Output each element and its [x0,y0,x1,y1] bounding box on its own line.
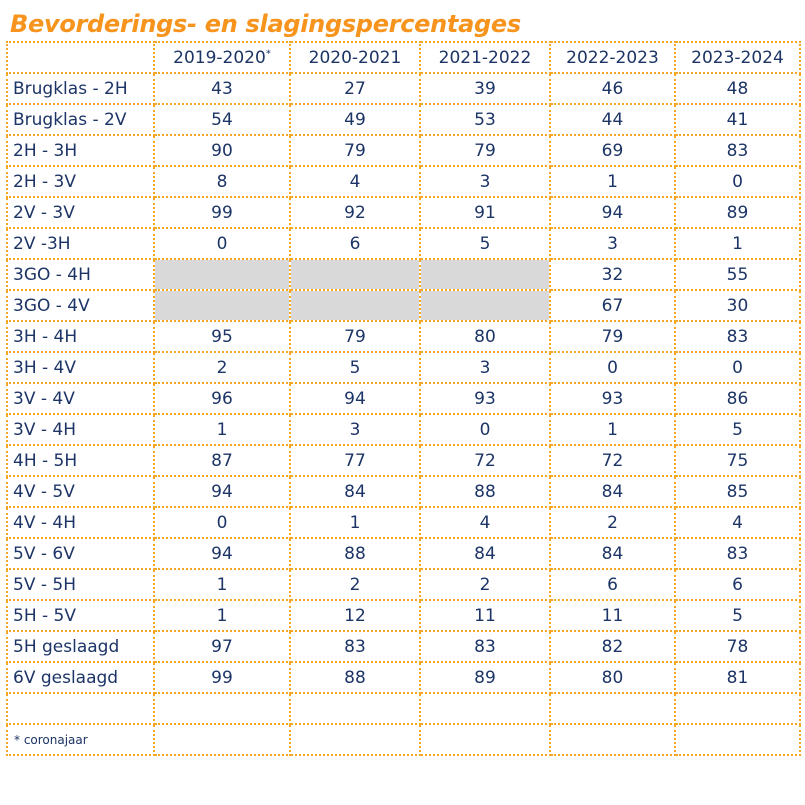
value-cell: 39 [420,73,550,104]
value-cell: 0 [154,507,290,538]
page-title: Bevorderings- en slagingspercentages [10,10,521,38]
value-cell: 46 [550,73,675,104]
row-label: 5V - 6V [7,538,154,569]
value-cell: 12 [290,600,420,631]
value-cell: 1 [154,600,290,631]
blank-row [7,693,800,724]
table-row [7,104,800,135]
value-cell: 79 [290,321,420,352]
row-label: 2V - 3V [7,197,154,228]
value-cell: 72 [550,445,675,476]
value-cell: 4 [290,166,420,197]
footnote-marker: * [265,47,271,59]
value-cell: 79 [290,135,420,166]
value-cell: 2 [290,569,420,600]
row-label: 4V - 5V [7,476,154,507]
row-label: 2V -3H [7,228,154,259]
value-cell: 82 [550,631,675,662]
table-row [7,259,800,290]
value-cell: 30 [675,290,800,321]
row-label: 3H - 4V [7,352,154,383]
row-label: 3V - 4H [7,414,154,445]
column-header-label: 2020-2021 [308,47,402,68]
value-cell: 99 [154,197,290,228]
table-row [7,290,800,321]
value-cell: 2 [154,352,290,383]
column-header [550,42,675,73]
value-cell: 1 [290,507,420,538]
value-cell: 5 [675,600,800,631]
value-cell: 84 [290,476,420,507]
row-label: 4H - 5H [7,445,154,476]
value-cell: 27 [290,73,420,104]
value-cell: 95 [154,321,290,352]
column-header [675,42,800,73]
not-applicable-cell [420,290,550,321]
value-cell: 89 [420,662,550,693]
value-cell: 94 [154,538,290,569]
value-cell: 80 [550,662,675,693]
row-label: 6V geslaagd [7,662,154,693]
value-cell: 4 [420,507,550,538]
value-cell: 5 [420,228,550,259]
header-row [7,42,800,73]
table-row [7,569,800,600]
value-cell: 84 [550,476,675,507]
row-label: 3H - 4H [7,321,154,352]
value-cell: 0 [550,352,675,383]
value-cell: 11 [550,600,675,631]
table-row [7,197,800,228]
footnote: * coronajaar [7,724,154,755]
table-row [7,662,800,693]
value-cell: 79 [550,321,675,352]
value-cell: 92 [290,197,420,228]
row-label: 5H - 5V [7,600,154,631]
table-row [7,507,800,538]
value-cell: 6 [290,228,420,259]
value-cell: 93 [550,383,675,414]
value-cell: 79 [420,135,550,166]
value-cell: 1 [550,166,675,197]
value-cell: 94 [290,383,420,414]
value-cell: 53 [420,104,550,135]
not-applicable-cell [154,290,290,321]
value-cell: 2 [550,507,675,538]
table-row [7,538,800,569]
value-cell: 0 [154,228,290,259]
footnote-row [7,724,800,755]
row-label: 5V - 5H [7,569,154,600]
value-cell: 54 [154,104,290,135]
table-row [7,228,800,259]
value-cell: 3 [290,414,420,445]
value-cell: 67 [550,290,675,321]
value-cell: 0 [675,352,800,383]
value-cell: 8 [154,166,290,197]
value-cell: 3 [550,228,675,259]
table-row [7,445,800,476]
table-row [7,73,800,104]
value-cell: 90 [154,135,290,166]
value-cell: 84 [550,538,675,569]
value-cell: 1 [154,414,290,445]
value-cell: 84 [420,538,550,569]
column-header [290,42,420,73]
value-cell: 69 [550,135,675,166]
table-row [7,631,800,662]
value-cell: 44 [550,104,675,135]
value-cell: 86 [675,383,800,414]
column-header-label: 2022-2023 [566,47,659,68]
column-header-label: 2023-2024 [691,47,784,68]
column-header [154,42,290,73]
value-cell: 48 [675,73,800,104]
table-row [7,135,800,166]
value-cell: 94 [550,197,675,228]
column-header-label: 2021-2022 [438,47,532,68]
value-cell: 78 [675,631,800,662]
value-cell: 3 [420,166,550,197]
not-applicable-cell [290,259,420,290]
value-cell: 0 [420,414,550,445]
value-cell: 1 [675,228,800,259]
value-cell: 85 [675,476,800,507]
value-cell: 83 [420,631,550,662]
row-label: 3GO - 4V [7,290,154,321]
value-cell: 94 [154,476,290,507]
column-header [420,42,550,73]
value-cell: 0 [675,166,800,197]
row-label: 3V - 4V [7,383,154,414]
value-cell: 83 [675,321,800,352]
row-label: 4V - 4H [7,507,154,538]
not-applicable-cell [290,290,420,321]
value-cell: 83 [290,631,420,662]
value-cell: 88 [290,662,420,693]
table-row [7,383,800,414]
value-cell: 72 [420,445,550,476]
value-cell: 5 [675,414,800,445]
table-row [7,166,800,197]
value-cell: 5 [290,352,420,383]
value-cell: 77 [290,445,420,476]
value-cell: 6 [675,569,800,600]
value-cell: 81 [675,662,800,693]
value-cell: 55 [675,259,800,290]
row-label: Brugklas - 2V [7,104,154,135]
value-cell: 11 [420,600,550,631]
table-row [7,352,800,383]
value-cell: 6 [550,569,675,600]
table-row [7,476,800,507]
row-label: 2H - 3H [7,135,154,166]
row-label: 2H - 3V [7,166,154,197]
value-cell: 97 [154,631,290,662]
table-row [7,414,800,445]
value-cell: 89 [675,197,800,228]
value-cell: 83 [675,538,800,569]
value-cell: 88 [290,538,420,569]
percentages-table [6,41,801,756]
value-cell: 4 [675,507,800,538]
value-cell: 83 [675,135,800,166]
table-row [7,321,800,352]
value-cell: 96 [154,383,290,414]
not-applicable-cell [420,259,550,290]
value-cell: 87 [154,445,290,476]
value-cell: 93 [420,383,550,414]
table-row [7,600,800,631]
value-cell: 1 [154,569,290,600]
value-cell: 2 [420,569,550,600]
value-cell: 88 [420,476,550,507]
row-label: Brugklas - 2H [7,73,154,104]
not-applicable-cell [154,259,290,290]
value-cell: 49 [290,104,420,135]
value-cell: 3 [420,352,550,383]
value-cell: 43 [154,73,290,104]
value-cell: 99 [154,662,290,693]
value-cell: 91 [420,197,550,228]
column-header-label: 2019-2020 [173,47,266,68]
value-cell: 80 [420,321,550,352]
value-cell: 41 [675,104,800,135]
value-cell: 32 [550,259,675,290]
value-cell: 75 [675,445,800,476]
row-label: 3GO - 4H [7,259,154,290]
header-corner [7,42,154,73]
value-cell: 1 [550,414,675,445]
row-label: 5H geslaagd [7,631,154,662]
